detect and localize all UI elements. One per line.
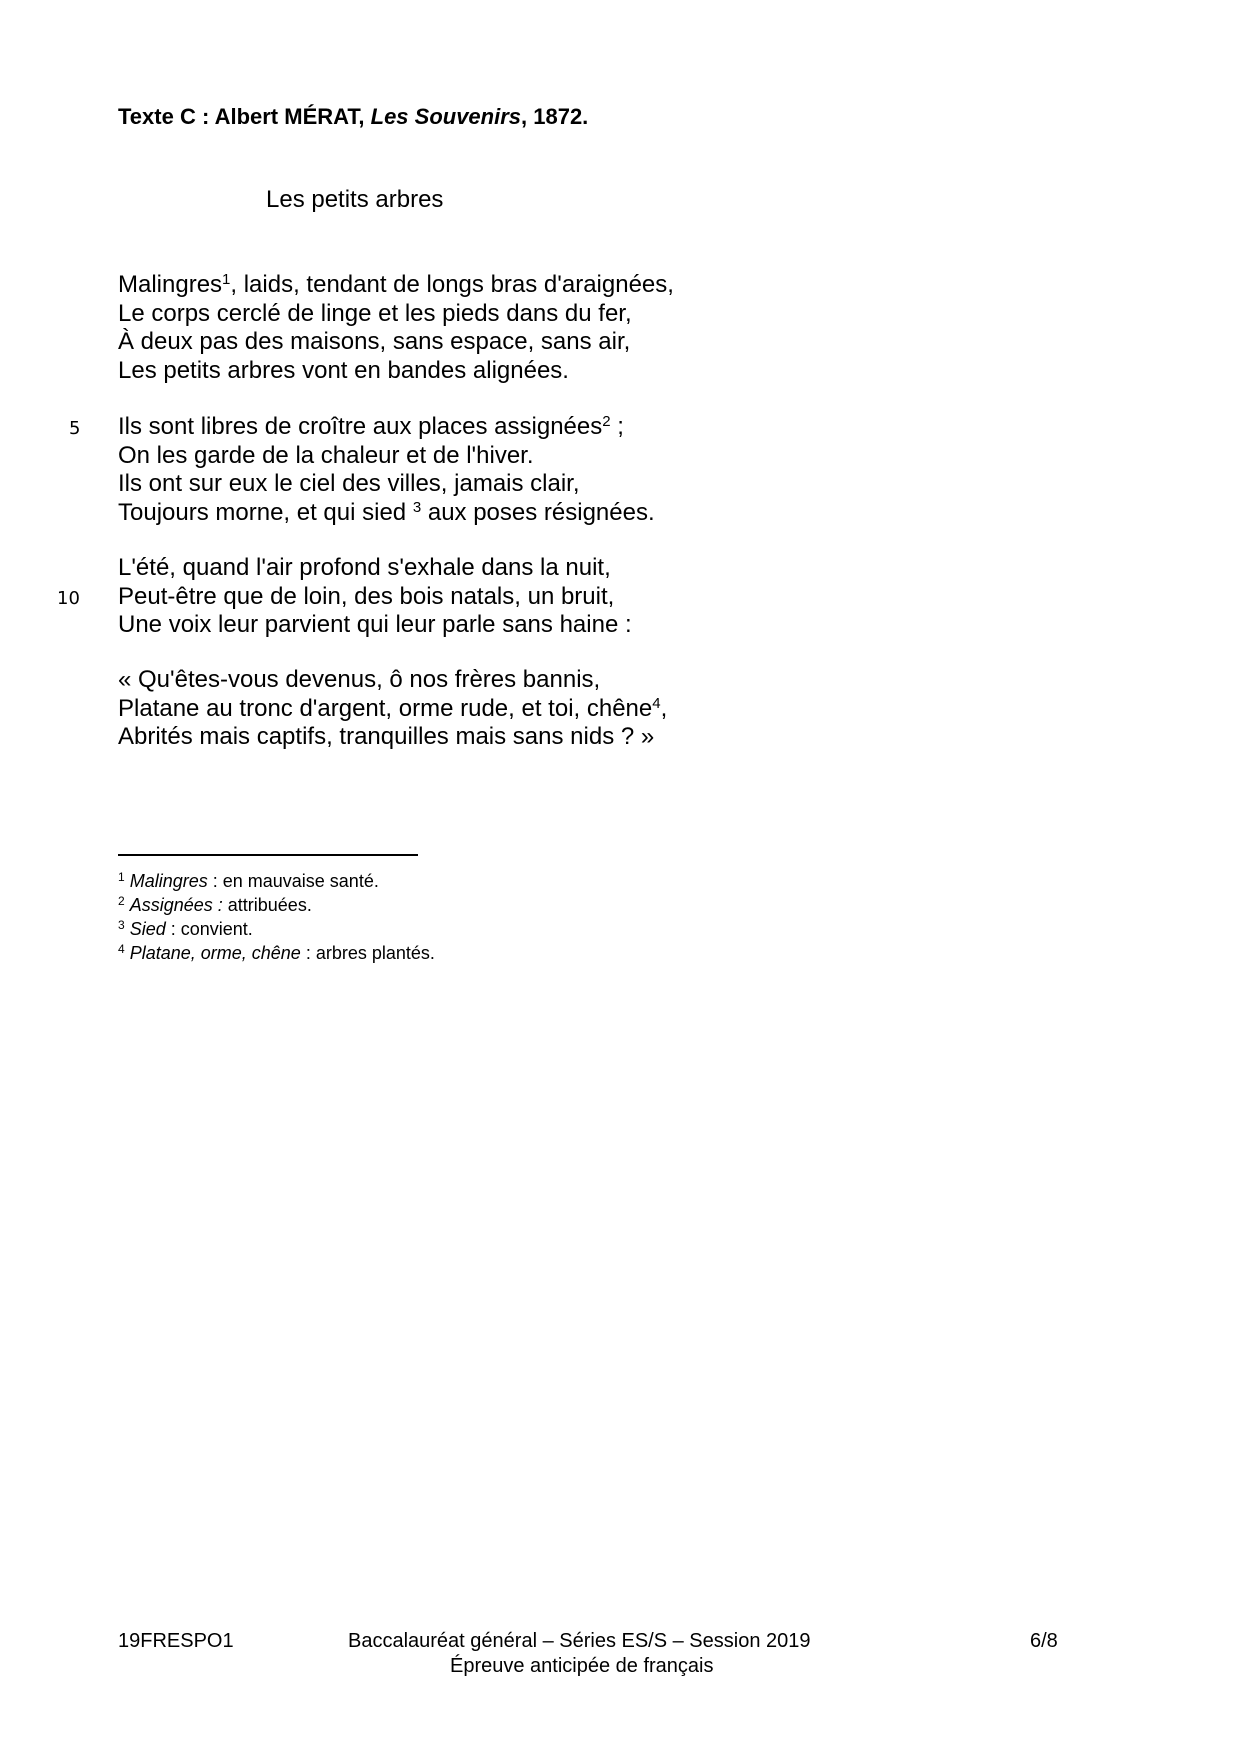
- stanza-1: [118, 271, 674, 385]
- page-number: 6/8: [1030, 1630, 1058, 1652]
- footnote-marker: 2: [602, 413, 611, 430]
- poem-line: Ils ont sur eux le ciel des villes, jamais clair,: [118, 470, 580, 497]
- footnote-divider: [118, 854, 418, 856]
- poem-line: Le corps cerclé de linge et les pieds dans du fer,: [118, 299, 632, 327]
- footer-code: 19FRESPO1: [118, 1630, 234, 1652]
- line-number-10: 10: [57, 588, 80, 609]
- poem-line: Les petits arbres vont en bandes alignées.: [118, 356, 569, 384]
- line-number-5: 5: [69, 418, 81, 439]
- heading-prefix: Texte C : Albert MÉRAT,: [118, 104, 371, 129]
- footer-exam-line-2: Épreuve anticipée de français: [450, 1655, 714, 1677]
- text-heading: [118, 104, 588, 130]
- stanza-2: [118, 413, 655, 527]
- poem-line: Ils sont libres de croître aux places assignées$^2$ ;: [118, 413, 624, 440]
- stanza-4: [118, 666, 667, 752]
- footnote-marker: 4: [652, 694, 661, 712]
- poem-line: Malingres$^1$, laids, tendant de longs bras d'araignées,: [118, 271, 674, 298]
- footnote-2: $^2$ Assignées : attribuées.: [118, 894, 312, 915]
- heading-suffix: , 1872.: [521, 104, 589, 129]
- poem-line: À deux pas des maisons, sans espace, sans air,: [118, 328, 631, 355]
- footer-exam-line-1: Baccalauréat général – Séries ES/S – Session 2019: [348, 1630, 811, 1652]
- poem-line: Platane au tronc d'argent, orme rude, et toi, chêne$^4$,: [118, 694, 668, 722]
- poem-line: Toujours morne, et qui sied $^3$ aux poses résignées.: [118, 498, 655, 526]
- footnote-4: $^4$ Platane, orme, chêne : arbres plantés.: [118, 942, 435, 963]
- poem-line: Abrités mais captifs, tranquilles mais sans nids ? »: [118, 723, 655, 750]
- heading-work-title: Les Souvenirs: [370, 104, 522, 129]
- poem-line: L'été, quand l'air profond s'exhale dans la nuit,: [118, 554, 611, 581]
- poem-line: On les garde de la chaleur et de l'hiver.: [118, 441, 534, 469]
- stanza-3: [118, 554, 632, 640]
- poem-line: Peut-être que de loin, des bois natals, un bruit,: [118, 582, 615, 610]
- poem-line: Une voix leur parvient qui leur parle sans haine :: [118, 611, 632, 638]
- footnotes: [118, 869, 435, 965]
- poem-title: Les petits arbres: [266, 186, 444, 213]
- footnote-marker: 3: [412, 498, 422, 516]
- footnote-marker: 1: [222, 271, 231, 288]
- footnote-1: $^1$ Malingres : en mauvaise santé.: [118, 870, 379, 891]
- footnote-3: $^3$ Sied : convient.: [118, 918, 253, 939]
- poem-line: « Qu'êtes-vous devenus, ô nos frères bannis,: [118, 666, 601, 693]
